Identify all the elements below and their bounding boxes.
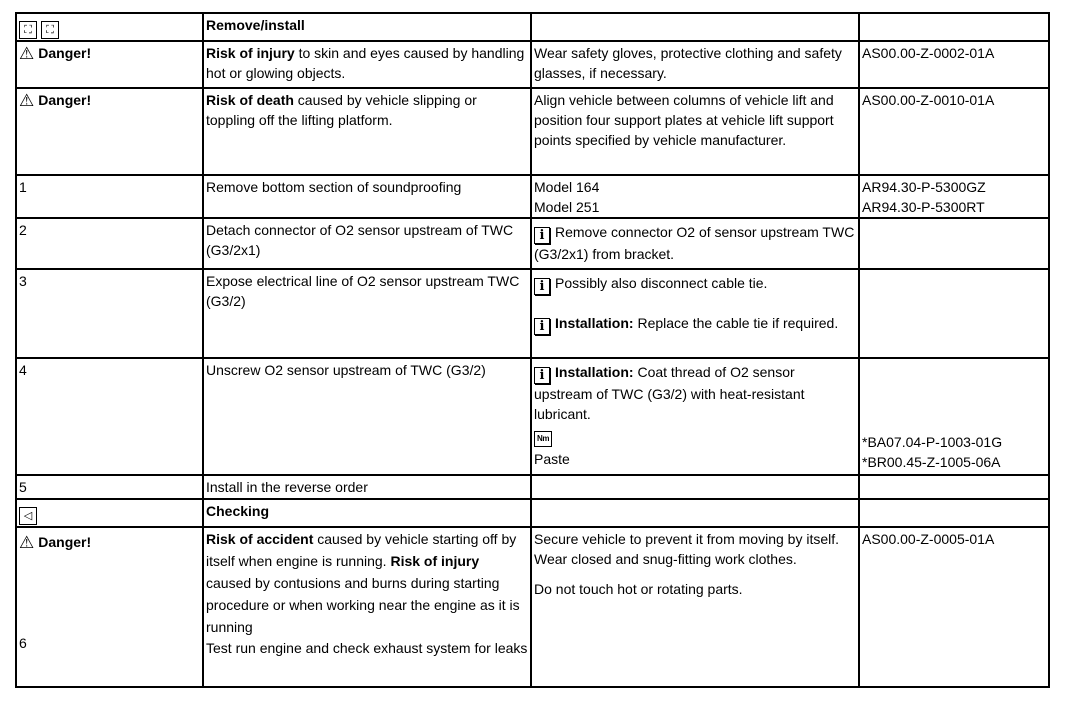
danger-label: Danger! <box>38 91 92 108</box>
warning-triangle-icon: ⚠ <box>19 90 35 111</box>
info-note: Remove connector O2 of sensor upstream TWC (G3/2x1) from bracket. <box>534 224 855 263</box>
safety-measure: Secure vehicle to prevent it from moving by itself. <box>534 531 840 548</box>
model-label: Model 251 <box>534 198 600 215</box>
reference-link[interactable]: AS00.00-Z-0005-01A <box>859 527 1049 687</box>
risk-description: caused by vehicle starting off by itself when engine is running. <box>206 531 517 570</box>
risk-description: to skin and eyes caused by handling hot or glowing objects. <box>206 45 525 82</box>
step-row-1 <box>16 175 1049 219</box>
reference-link[interactable]: AS00.00-Z-0002-01A <box>859 41 1049 88</box>
reference-link[interactable]: AS00.00-Z-0010-01A <box>859 88 1049 175</box>
info-icon: i <box>534 318 550 335</box>
reference-link[interactable]: AR94.30-P-5300GZ <box>862 178 986 195</box>
danger-row-death <box>16 88 1049 175</box>
info-note: Possibly also disconnect cable tie. <box>555 275 768 292</box>
step-text: Unscrew O2 sensor upstream of TWC (G3/2) <box>203 358 531 475</box>
section-title: Remove/install <box>203 13 531 41</box>
installation-note: Replace the cable tie if required. <box>633 315 839 332</box>
risk-title: Risk of death <box>206 91 294 108</box>
info-icon: i <box>534 278 550 295</box>
safety-measure: Do not touch hot or rotating parts. <box>534 581 743 598</box>
remove-icon: ⛶ <box>19 21 37 39</box>
step-row-5 <box>16 475 1049 498</box>
step-text: Install in the reverse order <box>203 475 531 498</box>
reference-link[interactable]: *BA07.04-P-1003-01G <box>862 434 1003 451</box>
warning-triangle-icon: ⚠ <box>19 44 35 65</box>
installation-label: Installation: <box>555 364 634 381</box>
install-icon: ⛶ <box>41 21 59 39</box>
step-text: Remove bottom section of soundproofing <box>203 175 531 219</box>
step-number: 1 <box>16 175 203 219</box>
safety-measure: Wear closed and snug-fitting work clothes. <box>534 551 797 568</box>
step-number: 6 <box>19 635 27 652</box>
torque-nm-icon: Nm <box>534 431 552 447</box>
step-number: 2 <box>16 218 203 269</box>
info-icon: i <box>534 367 550 384</box>
risk-title: Risk of accident <box>206 531 314 548</box>
safety-measure: Wear safety gloves, protective clothing and safety glasses, if necessary. <box>531 41 859 88</box>
installation-label: Installation: <box>555 315 634 332</box>
step-number: 5 <box>16 475 203 498</box>
step-row-4 <box>16 358 1049 475</box>
step-row-3 <box>16 269 1049 358</box>
risk-title: Risk of injury <box>206 45 295 62</box>
installation-note: Coat thread of O2 sensor upstream of TWC (G3/2) with heat-resistant lubricant. <box>534 364 805 423</box>
reference-link[interactable]: AR94.30-P-5300RT <box>862 198 985 215</box>
warning-triangle-icon: ⚠ <box>19 533 35 554</box>
checking-icon: ◁ <box>19 507 37 525</box>
risk-description: caused by contusions and burns during starting procedure or when working near the engine as it is running <box>206 575 520 636</box>
section-header-checking <box>16 499 1049 527</box>
risk-description: caused by vehicle slipping or toppling off the lifting platform. <box>206 91 477 128</box>
paste-label: Paste <box>534 451 570 468</box>
info-icon: i <box>534 227 550 244</box>
safety-measure: Align vehicle between columns of vehicle lift and position four support plates at vehicle lift support points specified by vehicle manufacturer. <box>531 88 859 175</box>
section-header-remove-install <box>16 13 1049 41</box>
procedure-table <box>15 12 1050 688</box>
step-text: Detach connector of O2 sensor upstream of TWC (G3/2x1) <box>203 218 531 269</box>
step-text: Test run engine and check exhaust system for leaks <box>206 640 528 657</box>
danger-label: Danger! <box>38 534 92 551</box>
risk-title: Risk of injury <box>390 553 480 570</box>
step-text: Expose electrical line of O2 sensor upstream TWC (G3/2) <box>203 269 531 358</box>
model-label: Model 164 <box>534 178 600 195</box>
section-title: Checking <box>203 499 531 527</box>
step-row-2 <box>16 218 1049 269</box>
danger-label: Danger! <box>38 45 92 62</box>
danger-row-accident <box>16 527 1049 687</box>
step-number: 3 <box>16 269 203 358</box>
step-number: 4 <box>16 358 203 475</box>
danger-row-injury <box>16 41 1049 88</box>
reference-link[interactable]: *BR00.45-Z-1005-06A <box>862 454 1001 471</box>
